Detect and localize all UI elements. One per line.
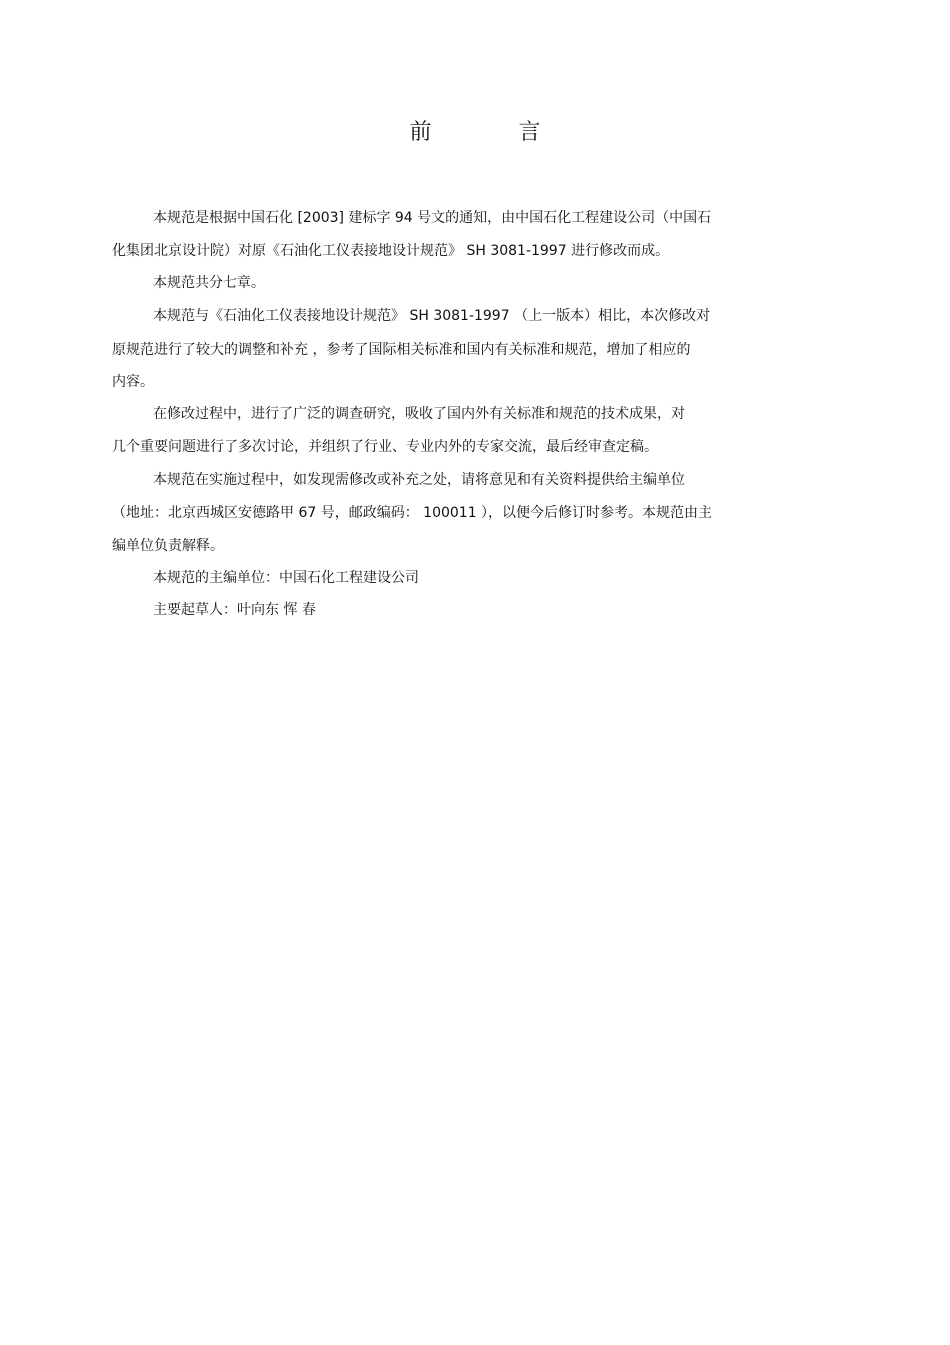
paragraph-line: 本规范与《石油化工仪表接地设计规范》 SH 3081-1997 （上一版本）相比，本次修改对: [153, 308, 711, 324]
page-title: 前 言: [409, 120, 581, 145]
paragraph-line: 本规范共分七章。: [153, 275, 265, 291]
paragraph-line: 原规范进行了较大的调整和补充 ，参考了国际相关标准和国内有关标准和规范，增加了相应的: [112, 342, 691, 358]
paragraph-line: 内容。: [112, 374, 154, 390]
paragraph-line: 在修改过程中，进行了广泛的调查研究，吸收了国内外有关标准和规范的技术成果，对: [153, 406, 685, 422]
paragraph-line: 本规范的主编单位：中国石化工程建设公司: [153, 570, 419, 586]
paragraph-line: 编单位负责解释。: [112, 538, 224, 554]
paragraph-line: 主要起草人：叶向东 恽 春: [153, 602, 316, 618]
paragraph-line: 本规范是根据中国石化 [2003] 建标字 94 号文的通知，由中国石化工程建设公司（中国石: [153, 210, 712, 226]
paragraph-line: 几个重要问题进行了多次讨论，并组织了行业、专业内外的专家交流，最后经审查定稿。: [112, 439, 658, 455]
paragraph-line: 化集团北京设计院）对原《石油化工仪表接地设计规范》 SH 3081-1997 进行修改而成。: [112, 243, 670, 259]
paragraph-line: （地址：北京西城区安德路甲 67 号，邮政编码： 100011 ），以便今后修订时参考。本规范由主: [112, 505, 713, 521]
paragraph-line: 本规范在实施过程中，如发现需修改或补充之处，请将意见和有关资料提供给主编单位: [153, 472, 685, 488]
